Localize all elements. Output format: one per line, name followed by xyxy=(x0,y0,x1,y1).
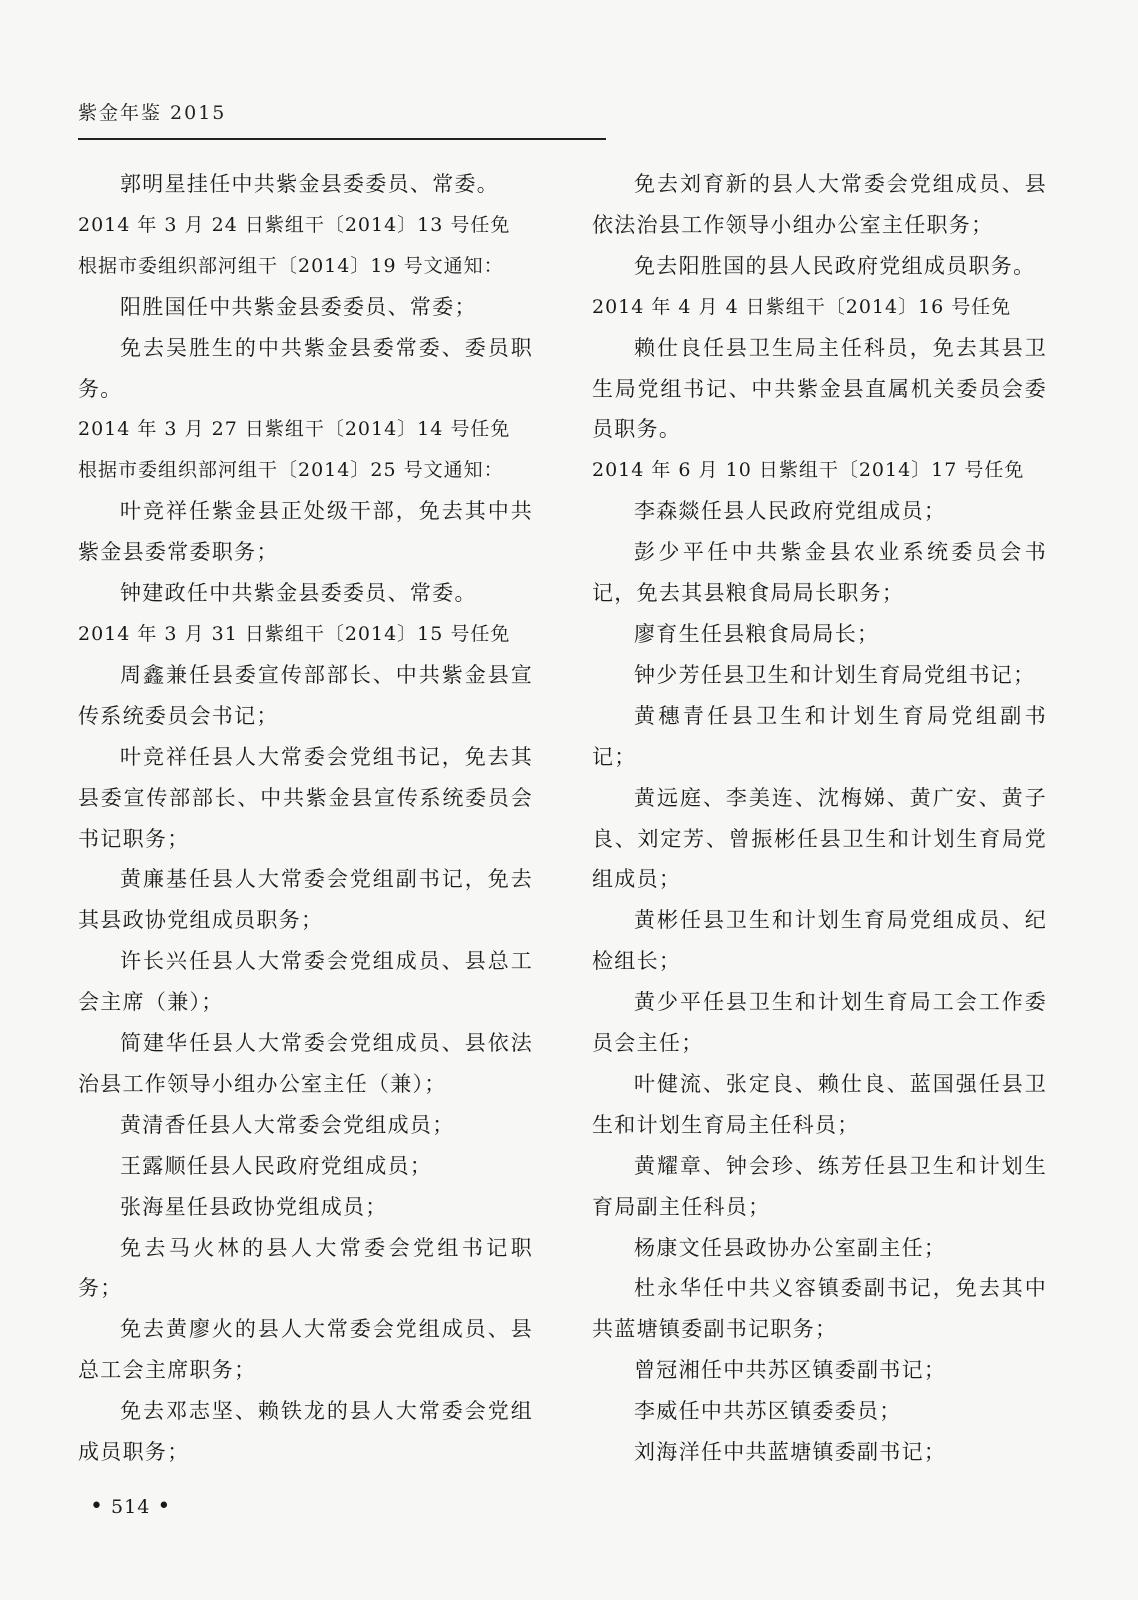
paragraph: 李威任中共苏区镇委委员； xyxy=(634,1399,902,1424)
paragraph: 周鑫兼任县委宣传部部长、中共紫金县宣传系统委员会书记； xyxy=(78,662,533,728)
page-footer xyxy=(90,1494,171,1519)
paragraph: 赖仕良任县卫生局主任科员，免去其县卫生局党组书记、中共紫金县直属机关委员会委员职务。 xyxy=(592,335,1047,442)
running-header: 紫金年鉴 2015 xyxy=(78,102,227,124)
page-number: 514 xyxy=(111,1496,151,1518)
footer-bullet-right: • xyxy=(157,1494,172,1519)
paragraph: 张海星任县政协党组成员； xyxy=(120,1194,388,1219)
paragraph: 免去刘育新的县人大常委会党组成员、县依法治县工作领导小组办公室主任职务； xyxy=(592,172,1047,237)
document-heading-line: 2014 年 3 月 24 日紫组干〔2014〕13 号任免 xyxy=(78,213,511,236)
paragraph: 许长兴任县人大常委会党组成员、县总工会主席（兼）； xyxy=(78,949,533,1015)
paragraph: 李森燚任县人民政府党组成员； xyxy=(634,499,947,524)
paragraph: 免去马火林的县人大常委会党组书记职务； xyxy=(78,1235,533,1301)
paragraph: 黄清香任县人大常委会党组成员； xyxy=(120,1112,455,1137)
paragraph: 叶竞祥任县人大常委会党组书记，免去其县委宣传部部长、中共紫金县宣传系统委员会书记职务； xyxy=(78,744,533,851)
header-rule xyxy=(78,138,606,140)
paragraph: 王露顺任县人民政府党组成员； xyxy=(120,1153,433,1178)
paragraph: 简建华任县人大常委会党组成员、县依法治县工作领导小组办公室主任（兼）； xyxy=(78,1031,533,1096)
paragraph: 叶健流、张定良、赖仕良、蓝国强任县卫生和计划生育局主任科员； xyxy=(592,1071,1047,1137)
document-heading-line: 根据市委组织部河组干〔2014〕19 号文通知： xyxy=(78,254,504,277)
paragraph: 免去黄廖火的县人大常委会党组成员、县总工会主席职务； xyxy=(78,1317,533,1383)
left-column xyxy=(78,164,533,1473)
document-heading-line: 2014 年 4 月 4 日紫组干〔2014〕16 号任免 xyxy=(592,295,1012,318)
paragraph: 廖育生任县粮食局局长； xyxy=(634,621,880,646)
document-heading-line: 2014 年 6 月 10 日紫组干〔2014〕17 号任免 xyxy=(592,459,1025,482)
paragraph: 曾冠湘任中共苏区镇委副书记； xyxy=(634,1358,947,1383)
document-heading-line: 根据市委组织部河组干〔2014〕25 号文通知： xyxy=(78,459,504,482)
document-heading-line: 2014 年 3 月 31 日紫组干〔2014〕15 号任免 xyxy=(78,622,511,645)
footer-bullet-left: • xyxy=(90,1494,104,1519)
paragraph: 叶竞祥任紫金县正处级干部，免去其中共紫金县委常委职务； xyxy=(78,499,533,565)
paragraph: 钟少芳任县卫生和计划生育局党组书记； xyxy=(634,662,1036,687)
paragraph: 免去阳胜国的县人民政府党组成员职务。 xyxy=(634,253,1036,278)
paragraph: 免去邓志坚、赖铁龙的县人大常委会党组成员职务； xyxy=(78,1399,533,1465)
paragraph: 阳胜国任中共紫金县委委员、常委； xyxy=(120,294,477,319)
right-column xyxy=(592,164,1047,1473)
paragraph: 免去吴胜生的中共紫金县委常委、委员职务。 xyxy=(78,335,533,401)
paragraph: 彭少平任中共紫金县农业系统委员会书记，免去其县粮食局局长职务； xyxy=(592,540,1047,606)
paragraph: 黄少平任县卫生和计划生育局工会工作委员会主任； xyxy=(592,990,1047,1056)
paragraph: 钟建政任中共紫金县委委员、常委。 xyxy=(120,581,477,606)
paragraph: 黄耀章、钟会珍、练芳任县卫生和计划生育局副主任科员； xyxy=(592,1153,1047,1219)
paragraph: 刘海洋任中共蓝塘镇委副书记； xyxy=(634,1440,947,1465)
paragraph: 黄廉基任县人大常委会党组副书记，免去其县政协党组成员职务； xyxy=(78,867,533,933)
paragraph: 黄彬任县卫生和计划生育局党组成员、纪检组长； xyxy=(592,908,1047,974)
paragraph: 杜永华任中共义容镇委副书记，免去其中共蓝塘镇委副书记职务； xyxy=(592,1276,1047,1342)
paragraph: 黄远庭、李美连、沈梅娣、黄广安、黄子良、刘定芳、曾振彬任县卫生和计划生育局党组成员； xyxy=(592,785,1047,892)
paragraph: 杨康文任县政协办公室副主任； xyxy=(634,1235,947,1260)
paragraph: 黄穗青任县卫生和计划生育局党组副书记； xyxy=(592,703,1047,769)
paragraph: 郭明星挂任中共紫金县委委员、常委。 xyxy=(120,172,500,196)
document-heading-line: 2014 年 3 月 27 日紫组干〔2014〕14 号任免 xyxy=(78,418,511,441)
